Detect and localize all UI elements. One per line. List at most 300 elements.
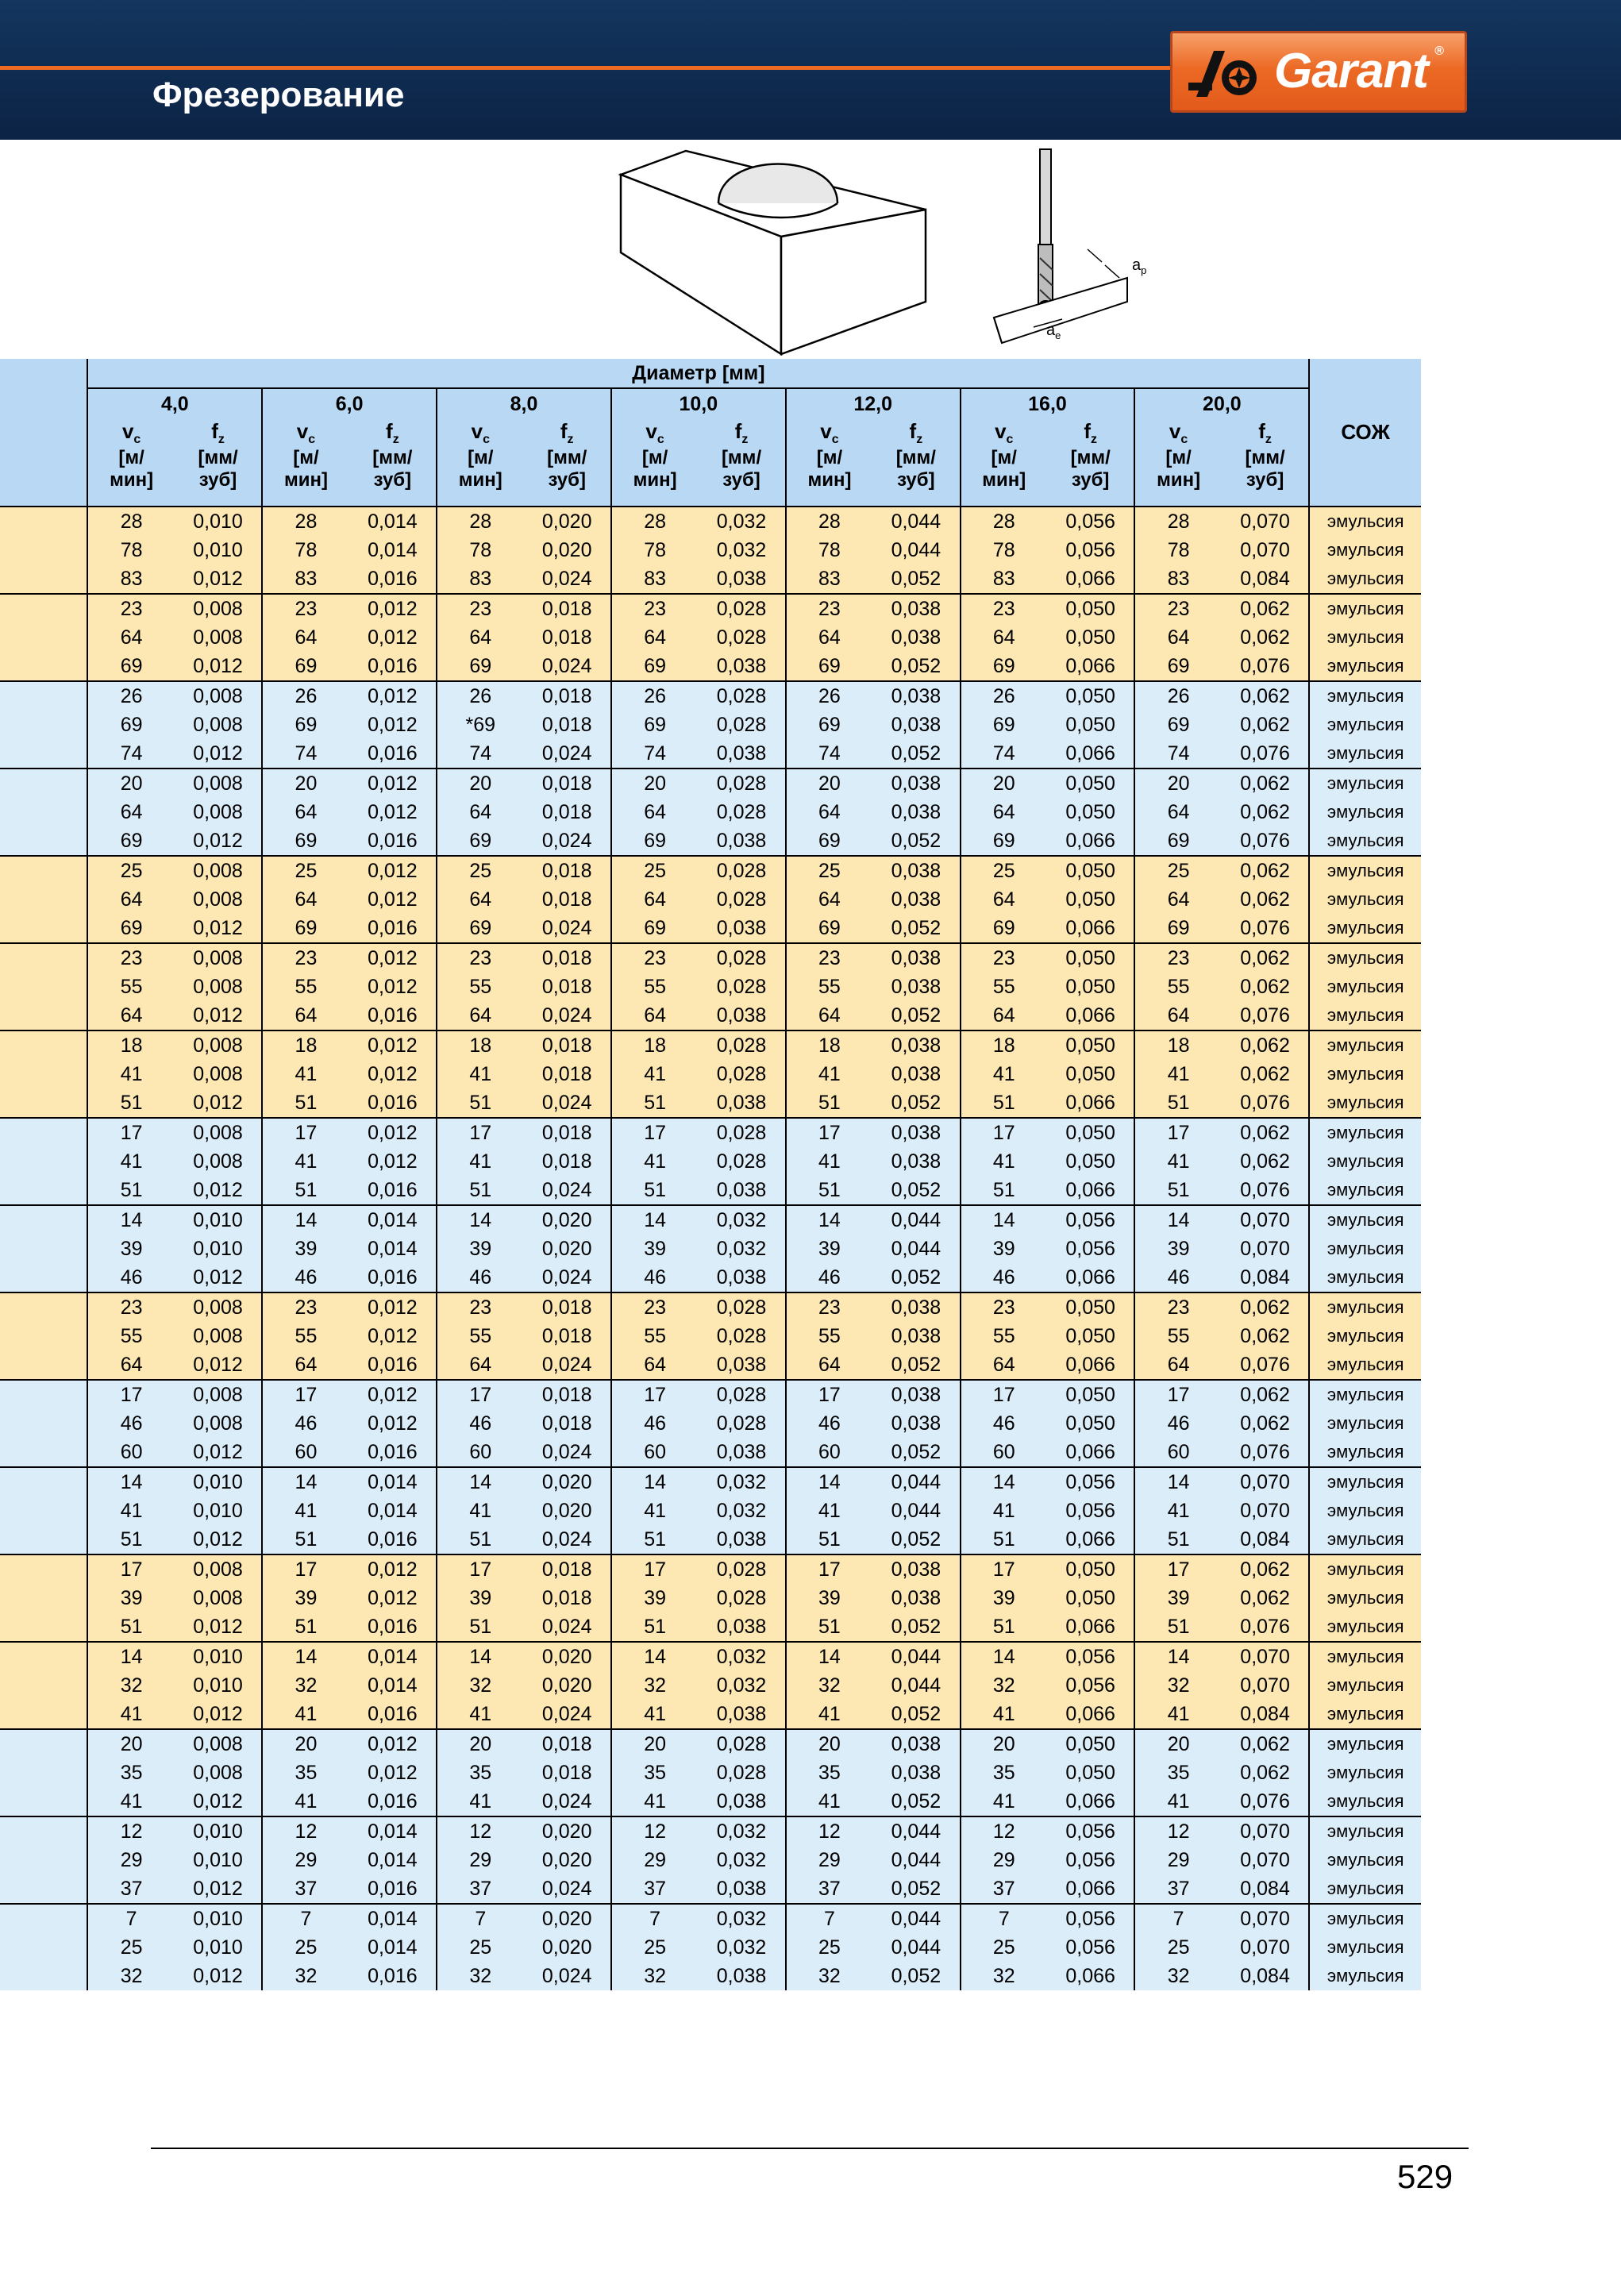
fz-cell: 0,076 [1240, 655, 1290, 678]
vc-cell: 69 [262, 914, 348, 943]
fz-cell: 0,052 [891, 1441, 941, 1464]
vc-cell: 55 [961, 973, 1047, 1001]
vc-cell: 51 [262, 1176, 348, 1205]
vc-cell: 17 [786, 1380, 872, 1409]
vc-cell: 23 [1134, 943, 1221, 973]
fz-cell: 0,020 [523, 1467, 610, 1497]
material-cell [0, 564, 87, 594]
vc-cell: 17 [786, 1554, 872, 1584]
vc-cell: 23 [437, 943, 523, 973]
vc-cell: 41 [611, 1497, 698, 1525]
vc-cell: 28 [437, 507, 523, 536]
table-row [0, 798, 1421, 826]
fz-cell: 0,008 [175, 1554, 262, 1584]
material-cell [0, 1497, 87, 1525]
fz-cell: 0,014 [349, 1467, 437, 1497]
coolant-cell: эмульсия [1309, 1205, 1421, 1235]
fz-cell: 0,044 [872, 1816, 960, 1846]
page-title: Фрезерование [152, 75, 405, 114]
vc-cell: 26 [87, 681, 174, 711]
fz-cell: 0,062 [1222, 1554, 1310, 1584]
vc-cell: 64 [262, 798, 348, 826]
fz-cell: 0,038 [716, 1092, 767, 1115]
vc-cell: 29 [1134, 1846, 1221, 1874]
vc-unit [961, 447, 1047, 507]
fz-cell: 0,020 [523, 507, 610, 536]
fz-unit [523, 447, 610, 507]
fz-cell: 0,020 [541, 1500, 592, 1523]
fz-cell: 0,028 [716, 1325, 767, 1348]
fz-unit [1047, 447, 1134, 507]
vc-cell: 28 [611, 507, 698, 536]
fz-cell: 0,016 [368, 568, 418, 591]
vc-cell: 25 [786, 1933, 872, 1962]
coolant-cell: эмульсия [1309, 1147, 1421, 1176]
fz-cell: 0,038 [872, 1729, 960, 1759]
fz-cell: 0,038 [716, 742, 767, 765]
fz-cell: 0,076 [1240, 830, 1290, 853]
fz-cell: 0,056 [1047, 507, 1134, 536]
coolant-cell: эмульсия [1309, 739, 1421, 769]
vc-cell: 64 [262, 623, 348, 652]
coolant-cell: эмульсия [1309, 1350, 1421, 1380]
fz-cell: 0,012 [193, 1790, 243, 1813]
vc-cell: 60 [611, 1438, 698, 1467]
vc-cell: 26 [961, 681, 1047, 711]
fz-cell: 0,016 [368, 1703, 418, 1726]
vc-cell: 51 [120, 1092, 143, 1115]
vc-cell: 51 [961, 1612, 1047, 1642]
fz-cell: 0,028 [698, 681, 785, 711]
vc-cell: 18 [437, 1031, 523, 1060]
coolant-cell: эмульсия [1309, 1322, 1421, 1350]
fz-cell: 0,050 [1065, 714, 1115, 737]
vc-cell: 23 [961, 943, 1047, 973]
coolant-cell: эмульсия [1309, 1962, 1421, 1990]
vc-cell: 39 [120, 1587, 143, 1610]
fz-cell: 0,024 [541, 568, 592, 591]
fz-cell: 0,056 [1047, 1816, 1134, 1846]
fz-cell: 0,050 [1047, 681, 1134, 711]
coolant-cell: эмульсия [1309, 1759, 1421, 1787]
vc-cell: 39 [262, 1584, 348, 1612]
material-cell [0, 1438, 87, 1467]
fz-symbol-main: f [211, 419, 218, 443]
fz-cell: 0,062 [1240, 714, 1290, 737]
vc-cell: 41 [262, 1060, 348, 1088]
vc-cell: 14 [786, 1205, 872, 1235]
fz-cell: 0,070 [1240, 539, 1290, 562]
fz-cell: 0,076 [1240, 1441, 1290, 1464]
fz-cell: 0,028 [698, 943, 785, 973]
coolant-cell: эмульсия [1309, 1816, 1421, 1846]
table-row [0, 1467, 1421, 1497]
table-header [0, 359, 1421, 507]
vc-cell: 51 [120, 1179, 143, 1202]
fz-cell: 0,008 [175, 769, 262, 798]
vc-cell: 32 [611, 1671, 698, 1700]
fz-cell: 0,084 [1240, 1266, 1290, 1289]
fz-cell: 0,024 [541, 830, 592, 853]
material-cell [0, 885, 87, 914]
fz-cell: 0,024 [541, 1266, 592, 1289]
vc-cell: 51 [611, 1525, 698, 1554]
vc-unit [786, 447, 872, 507]
coolant-cell: эмульсия [1309, 1060, 1421, 1088]
vc-cell: 35 [437, 1759, 523, 1787]
material-cell [0, 1642, 87, 1671]
vc-symbol-sub: c [656, 433, 664, 447]
fz-cell: 0,012 [349, 1292, 437, 1322]
table-row [0, 943, 1421, 973]
vc-cell: 64 [611, 885, 698, 914]
fz-cell: 0,038 [716, 830, 767, 853]
vc-symbol-main: v [820, 419, 832, 443]
vc-cell: 14 [1134, 1467, 1221, 1497]
fz-cell: 0,012 [193, 1965, 243, 1988]
vc-cell: 23 [786, 594, 872, 623]
vc-cell: 51 [437, 1525, 523, 1554]
logo-wordmark: Garant [1274, 44, 1428, 98]
fz-cell: 0,038 [716, 1616, 767, 1639]
diameter-header: 16,0 [961, 388, 1135, 419]
fz-cell: 0,052 [891, 1965, 941, 1988]
fz-cell: 0,038 [716, 1354, 767, 1377]
vc-unit-line: мин] [633, 469, 677, 491]
fz-cell: 0,062 [1222, 856, 1310, 885]
fz-cell: 0,008 [193, 1063, 243, 1086]
vc-symbol-main: v [995, 419, 1007, 443]
material-cell [0, 507, 87, 536]
fz-cell: 0,062 [1222, 769, 1310, 798]
table-row [0, 1322, 1421, 1350]
table-row [0, 739, 1421, 769]
fz-cell: 0,062 [1222, 943, 1310, 973]
fz-cell: 0,016 [368, 1528, 418, 1551]
fz-cell: 0,010 [193, 539, 243, 562]
vc-cell: 46 [120, 1412, 143, 1435]
vc-cell: 69 [437, 914, 523, 943]
vc-cell: 41 [786, 1700, 872, 1729]
vc-cell: 64 [1134, 798, 1221, 826]
coolant-cell: эмульсия [1309, 681, 1421, 711]
fz-cell: 0,018 [541, 1762, 592, 1785]
fz-cell: 0,012 [193, 830, 243, 853]
coolant-cell: эмульсия [1309, 1118, 1421, 1147]
fz-cell: 0,016 [368, 1878, 418, 1901]
vc-cell: 17 [437, 1118, 523, 1147]
fz-cell: 0,052 [891, 917, 941, 940]
fz-cell: 0,024 [541, 1616, 592, 1639]
vc-cell: 41 [961, 1497, 1047, 1525]
vc-cell: 78 [786, 536, 872, 564]
material-cell [0, 1060, 87, 1088]
fz-cell: 0,076 [1240, 1354, 1290, 1377]
vc-cell: 60 [262, 1438, 348, 1467]
fz-cell: 0,038 [891, 1063, 941, 1086]
vc-cell: 55 [262, 1322, 348, 1350]
fz-cell: 0,008 [193, 1412, 243, 1435]
fz-cell: 0,050 [1065, 1063, 1115, 1086]
table-body [0, 507, 1421, 1990]
table-row [0, 1846, 1421, 1874]
fz-cell: 0,008 [175, 1118, 262, 1147]
fz-cell: 0,028 [716, 626, 767, 649]
fz-cell: 0,038 [872, 1554, 960, 1584]
coolant-cell: эмульсия [1309, 1380, 1421, 1409]
fz-cell: 0,062 [1222, 1031, 1310, 1060]
fz-cell: 0,062 [1222, 681, 1310, 711]
fz-cell: 0,062 [1240, 626, 1290, 649]
fz-cell: 0,012 [193, 1878, 243, 1901]
fz-cell: 0,050 [1047, 769, 1134, 798]
coolant-cell: эмульсия [1309, 1846, 1421, 1874]
vc-cell: 39 [961, 1235, 1047, 1263]
vc-cell: 51 [120, 1616, 143, 1639]
fz-cell: 0,052 [891, 742, 941, 765]
vc-symbol [786, 419, 872, 447]
vc-cell: 69 [437, 652, 523, 681]
vc-cell: 23 [786, 943, 872, 973]
vc-cell: 17 [611, 1118, 698, 1147]
vc-cell: 51 [1134, 1612, 1221, 1642]
material-cell [0, 1700, 87, 1729]
fz-cell: 0,038 [872, 943, 960, 973]
fz-cell: 0,032 [716, 1849, 767, 1872]
fz-unit [872, 447, 960, 507]
coolant-cell: эмульсия [1309, 1031, 1421, 1060]
fz-cell: 0,008 [175, 1031, 262, 1060]
fz-cell: 0,038 [872, 594, 960, 623]
vc-cell: 17 [262, 1380, 348, 1409]
vc-cell: 14 [437, 1205, 523, 1235]
vc-cell: 55 [1134, 973, 1221, 1001]
vc-cell: 46 [262, 1263, 348, 1292]
vc-unit-line: мин] [1157, 469, 1201, 491]
fz-cell: 0,038 [872, 1380, 960, 1409]
fz-cell: 0,012 [349, 1554, 437, 1584]
fz-cell: 0,052 [891, 1179, 941, 1202]
coolant-cell: эмульсия [1309, 1497, 1421, 1525]
fz-cell: 0,008 [175, 594, 262, 623]
coolant-cell: эмульсия [1309, 1235, 1421, 1263]
coolant-cell: эмульсия [1309, 564, 1421, 594]
vc-symbol-sub: c [308, 433, 316, 447]
vc-cell: 55 [611, 1322, 698, 1350]
fz-cell: 0,020 [541, 1936, 592, 1959]
vc-cell: 83 [262, 564, 348, 594]
vc-cell: 12 [87, 1816, 174, 1846]
vc-cell: 64 [120, 888, 143, 911]
vc-cell: 64 [611, 1001, 698, 1031]
fz-cell: 0,044 [891, 1849, 941, 1872]
fz-symbol-main: f [560, 419, 568, 443]
vc-symbol-sub: c [831, 433, 839, 447]
fz-cell: 0,070 [1222, 507, 1310, 536]
vc-cell: 64 [120, 1004, 143, 1027]
fz-cell: 0,012 [368, 1150, 418, 1173]
fz-cell: 0,066 [1065, 1354, 1115, 1377]
vc-cell: 20 [961, 769, 1047, 798]
fz-cell: 0,062 [1240, 1587, 1290, 1610]
material-cell [0, 1235, 87, 1263]
garant-logo-mark-icon [1172, 33, 1276, 110]
coolant-cell: эмульсия [1309, 856, 1421, 885]
fz-cell: 0,018 [523, 856, 610, 885]
vc-cell: 51 [786, 1176, 872, 1205]
fz-cell: 0,032 [698, 1642, 785, 1671]
fz-cell: 0,066 [1065, 655, 1115, 678]
vc-cell: 41 [437, 1787, 523, 1816]
table-row [0, 1700, 1421, 1729]
vc-cell: 14 [437, 1642, 523, 1671]
fz-cell: 0,018 [541, 1150, 592, 1173]
vc-cell: 46 [961, 1263, 1047, 1292]
fz-cell: 0,032 [716, 539, 767, 562]
fz-cell: 0,024 [541, 1528, 592, 1551]
fz-cell: 0,028 [716, 976, 767, 999]
vc-cell: 29 [437, 1846, 523, 1874]
table-row [0, 1904, 1421, 1933]
coolant-cell: эмульсия [1309, 594, 1421, 623]
vc-cell: 20 [1134, 1729, 1221, 1759]
material-cell [0, 1787, 87, 1816]
vc-cell: 55 [437, 1322, 523, 1350]
vc-cell: 14 [786, 1467, 872, 1497]
fz-cell: 0,028 [698, 769, 785, 798]
vc-cell: 25 [961, 856, 1047, 885]
fz-cell: 0,012 [349, 1729, 437, 1759]
coolant-column-header: СОЖ [1309, 359, 1421, 507]
vc-cell: 28 [786, 507, 872, 536]
vc-cell: 26 [437, 681, 523, 711]
vc-unit [262, 447, 348, 507]
vc-unit [87, 447, 174, 507]
vc-cell: 64 [1134, 623, 1221, 652]
vc-cell: 23 [262, 943, 348, 973]
fz-symbol-sub: z [1091, 433, 1098, 447]
fz-cell: 0,010 [175, 1205, 262, 1235]
vc-cell: 25 [961, 1933, 1047, 1962]
fz-cell: 0,052 [891, 1703, 941, 1726]
vc-cell: 32 [961, 1962, 1047, 1990]
vc-cell: 23 [437, 1292, 523, 1322]
vc-cell: 32 [262, 1962, 348, 1990]
coolant-cell: эмульсия [1309, 623, 1421, 652]
footer-divider [151, 2148, 1469, 2149]
vc-cell: 51 [437, 1088, 523, 1118]
fz-unit-line: [мм/ [198, 447, 238, 469]
fz-cell: 0,032 [716, 1936, 767, 1959]
vc-cell: 46 [120, 1266, 143, 1289]
material-cell [0, 1205, 87, 1235]
fz-cell: 0,008 [193, 801, 243, 824]
table-row [0, 507, 1421, 536]
fz-cell: 0,050 [1047, 856, 1134, 885]
table-row [0, 1933, 1421, 1962]
fz-cell: 0,018 [523, 1554, 610, 1584]
vc-cell: 20 [611, 769, 698, 798]
vc-cell: 26 [611, 681, 698, 711]
coolant-cell: эмульсия [1309, 1584, 1421, 1612]
vc-cell: 51 [961, 1176, 1047, 1205]
fz-cell: 0,076 [1240, 1616, 1290, 1639]
vc-cell: 14 [1134, 1642, 1221, 1671]
fz-cell: 0,066 [1065, 568, 1115, 591]
fz-symbol-sub: z [741, 433, 749, 447]
fz-cell: 0,038 [716, 1965, 767, 1988]
fz-cell: 0,020 [541, 1238, 592, 1261]
registered-mark: ® [1434, 44, 1444, 58]
fz-cell: 0,052 [891, 1790, 941, 1813]
fz-cell: 0,044 [891, 1500, 941, 1523]
fz-cell: 0,052 [891, 1266, 941, 1289]
vc-cell: 41 [786, 1787, 872, 1816]
vc-cell: 17 [611, 1554, 698, 1584]
vc-cell: 25 [262, 856, 348, 885]
vc-cell: 64 [1134, 1001, 1221, 1031]
vc-cell: 74 [437, 739, 523, 769]
vc-cell: 14 [262, 1467, 348, 1497]
fz-symbol-sub: z [392, 433, 399, 447]
fz-symbol [349, 419, 437, 447]
fz-cell: 0,014 [368, 1674, 418, 1697]
fz-cell: 0,044 [891, 1936, 941, 1959]
coolant-cell: эмульсия [1309, 1263, 1421, 1292]
fz-cell: 0,014 [349, 1816, 437, 1846]
fz-cell: 0,050 [1047, 1118, 1134, 1147]
fz-cell: 0,010 [175, 1467, 262, 1497]
fz-cell: 0,028 [698, 1554, 785, 1584]
vc-cell: 35 [262, 1759, 348, 1787]
fz-cell: 0,052 [891, 1004, 941, 1027]
fz-cell: 0,024 [541, 1790, 592, 1813]
vc-cell: 32 [437, 1962, 523, 1990]
material-cell [0, 1409, 87, 1438]
vc-cell: 35 [611, 1759, 698, 1787]
fz-cell: 0,038 [872, 1118, 960, 1147]
fz-cell: 0,044 [872, 507, 960, 536]
vc-cell: 41 [1134, 1497, 1221, 1525]
fz-cell: 0,066 [1065, 1790, 1115, 1813]
material-cell [0, 1031, 87, 1060]
vc-cell: 14 [87, 1467, 174, 1497]
fz-cell: 0,056 [1065, 539, 1115, 562]
vc-cell: 39 [961, 1584, 1047, 1612]
fz-cell: 0,038 [891, 801, 941, 824]
vc-cell: 23 [961, 1292, 1047, 1322]
vc-cell: 51 [437, 1176, 523, 1205]
fz-cell: 0,014 [368, 1238, 418, 1261]
fz-cell: 0,050 [1065, 1587, 1115, 1610]
fz-cell: 0,014 [349, 1642, 437, 1671]
vc-cell: 74 [262, 739, 348, 769]
fz-cell: 0,056 [1047, 1904, 1134, 1933]
material-cell [0, 1350, 87, 1380]
fz-cell: 0,010 [193, 1674, 243, 1697]
vc-cell: 69 [437, 826, 523, 856]
fz-cell: 0,070 [1222, 1205, 1310, 1235]
vc-cell: 55 [611, 973, 698, 1001]
fz-cell: 0,084 [1240, 1965, 1290, 1988]
table-row [0, 1001, 1421, 1031]
fz-cell: 0,066 [1065, 1179, 1115, 1202]
vc-cell: 41 [262, 1147, 348, 1176]
fz-unit-line: [мм/ [1070, 447, 1111, 469]
table-row [0, 1554, 1421, 1584]
table-row [0, 1263, 1421, 1292]
fz-cell: 0,020 [541, 539, 592, 562]
